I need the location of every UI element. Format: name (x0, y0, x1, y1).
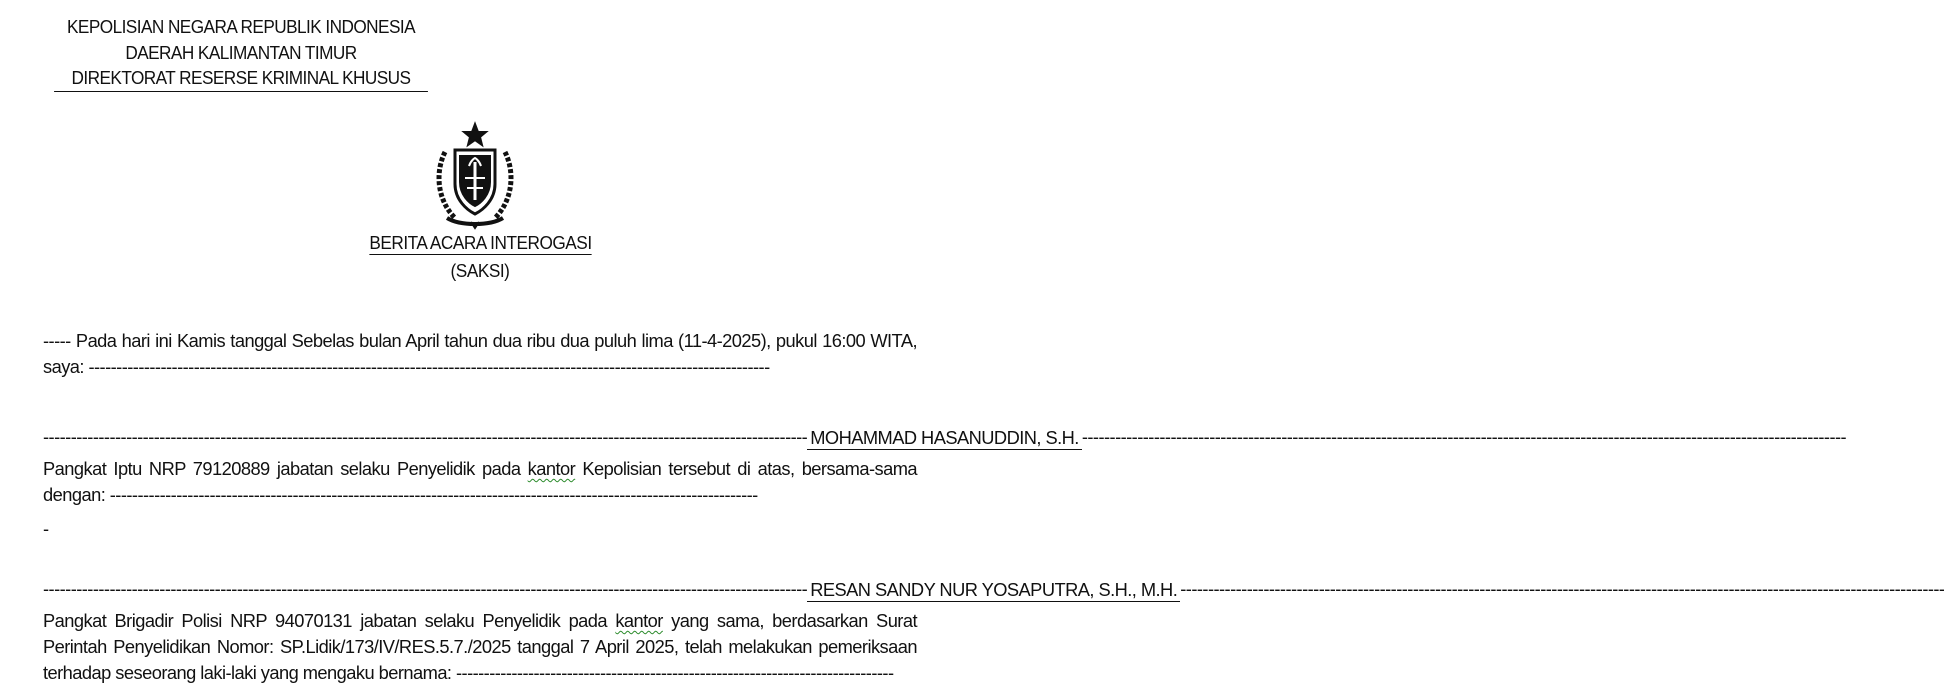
spellcheck-flagged-word: kantor (527, 458, 576, 479)
officer1-name-row (43, 424, 1847, 450)
spellcheck-flagged-word: kantor (615, 610, 663, 631)
dash-fill-left: ------------------------------------------------------------------------------------------------------------------------------------------ (43, 578, 808, 599)
document-title-block (280, 232, 680, 287)
dash-fill-right: ------------------------------------------------------------------------------------------------------------------------------------------ (1180, 578, 1944, 599)
dash-fill-right: ------------------------------------------------------------------------------------------------------------------------------------------ (1081, 426, 1847, 447)
document-subtitle: (SAKSI) (450, 260, 510, 281)
officer1-trailing-dash: - (43, 518, 49, 539)
officer1-desc-text: Pangkat Iptu NRP 79120889 jabatan selaku Penyelidik pada (43, 458, 528, 479)
header-line-region: DAERAH KALIMANTAN TIMUR (125, 42, 357, 63)
officer2-name: RESAN SANDY NUR YOSAPUTRA, S.H., M.H. (807, 579, 1180, 602)
letterhead (40, 14, 442, 92)
header-line-directorate: DIREKTORAT RESERSE KRIMINAL KHUSUS (54, 66, 428, 92)
officer2-desc-text: Pangkat Brigadir Polisi NRP 94070131 jabatan selaku Penyelidik pada (43, 610, 616, 631)
opening-paragraph: ----- Pada hari ini Kamis tanggal Sebelas bulan April tahun dua ribu dua puluh lima (11-4-2025), pukul 16:00 WITA, saya: --------------------------------------------------------------------------------------------------------------------------- (43, 330, 917, 377)
document-title: BERITA ACARA INTEROGASI (368, 232, 592, 253)
header-line-institution: KEPOLISIAN NEGARA REPUBLIK INDONESIA (66, 16, 416, 37)
dash-fill-left: ------------------------------------------------------------------------------------------------------------------------------------------ (43, 426, 808, 447)
officer1-name: MOHAMMAD HASANUDDIN, S.H. (807, 427, 1082, 450)
police-emblem-icon (425, 122, 525, 230)
officer1-desc-text-cont: Kepolisian tersebut di atas, bersama-sama dengan: --------------------------------------------------------------------------------------------------------------------- (43, 458, 918, 505)
officer2-desc-text-cont: yang sama, berdasarkan Surat Perintah Penyelidikan Nomor: SP.Lidik/173/IV/RES.5.7./2025 tanggal 7 April 2025, telah melakukan pemeriksaan terhadap seseorang laki-laki yang mengaku bernama: ------------------------------------------------------------------------------- (43, 610, 917, 683)
officer1-description (43, 456, 917, 508)
officer2-description (43, 608, 917, 686)
officer2-name-row (43, 576, 1944, 602)
